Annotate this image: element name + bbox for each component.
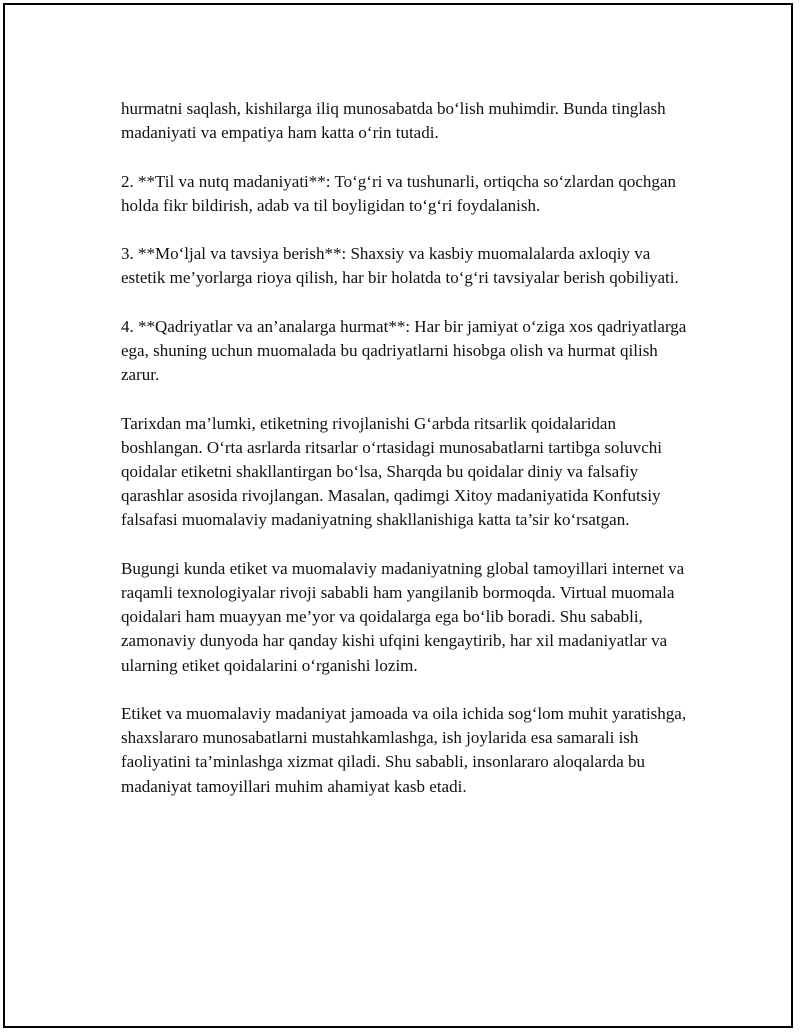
paragraph-intro-continuation: hurmatni saqlash, kishilarga iliq munosabatda bo‘lish muhimdir. Bunda tinglash madaniyati va empatiya ham katta o‘rin tutadi.: [121, 99, 666, 143]
paragraph-item-3: 3. **Mo‘ljal va tavsiya berish**: Shaxsiy va kasbiy muomalalarda axloqiy va estetik me’yorlarga rioya qilish, har bir holatda to‘g‘ri tavsiyalar berish qobiliyati.: [121, 244, 679, 288]
paragraph-history: Tarixdan ma’lumki, etiketning rivojlanishi G‘arbda ritsarlik qoidalaridan boshlangan. O‘rta asrlarda ritsarlar o‘rtasidagi munosabatlarni tartibga soluvchi qoidalar etiketni shakllantirgan bo‘lsa, Sharqda bu qoidalar diniy va falsafiy qarashlar asosida rivojlangan. Masalan, qadimgi Xitoy madaniyatida Konfutsiy falsafasi muomalaviy madaniyatning shakllanishiga katta ta’sir ko‘rsatgan.: [121, 413, 662, 530]
document-page: [3, 3, 793, 1028]
paragraph-modern: Bugungi kunda etiket va muomalaviy madaniyatning global tamoyillari internet va raqamli texnologiyalar rivoji sababli ham yangilanib bormoqda. Virtual muomala qoidalari ham muayyan me’yor va qoidalarga ega bo‘lib boradi. Shu sababli, zamonaviy dunyoda har qanday kishi ufqini kengaytirib, har xil madaniyatlar va ularning etiket qoidalarini o‘rganishi lozim.: [121, 558, 685, 675]
paragraph-item-4: 4. **Qadriyatlar va an’analarga hurmat**: Har bir jamiyat o‘ziga xos qadriyatlarga ega, shuning uchun muomalada bu qadriyatlarni hisobga olish va hurmat qilish zarur.: [121, 316, 687, 385]
paragraph-item-2: 2. **Til va nutq madaniyati**: To‘g‘ri va tushunarli, ortiqcha so‘zlardan qochgan holda fikr bildirish, adab va til boyligidan to‘g‘ri foydalanish.: [121, 171, 676, 215]
paragraph-conclusion: Etiket va muomalaviy madaniyat jamoada va oila ichida sog‘lom muhit yaratishga, shaxslararo munosabatlarni mustahkamlashga, ish joylarida esa samarali ish faoliyatini ta’minlashga xizmat qiladi. Shu sababli, insonlararo aloqalarda bu madaniyat tamoyillari muhim ahamiyat kasb etadi.: [121, 703, 687, 796]
document-body: [121, 97, 691, 823]
